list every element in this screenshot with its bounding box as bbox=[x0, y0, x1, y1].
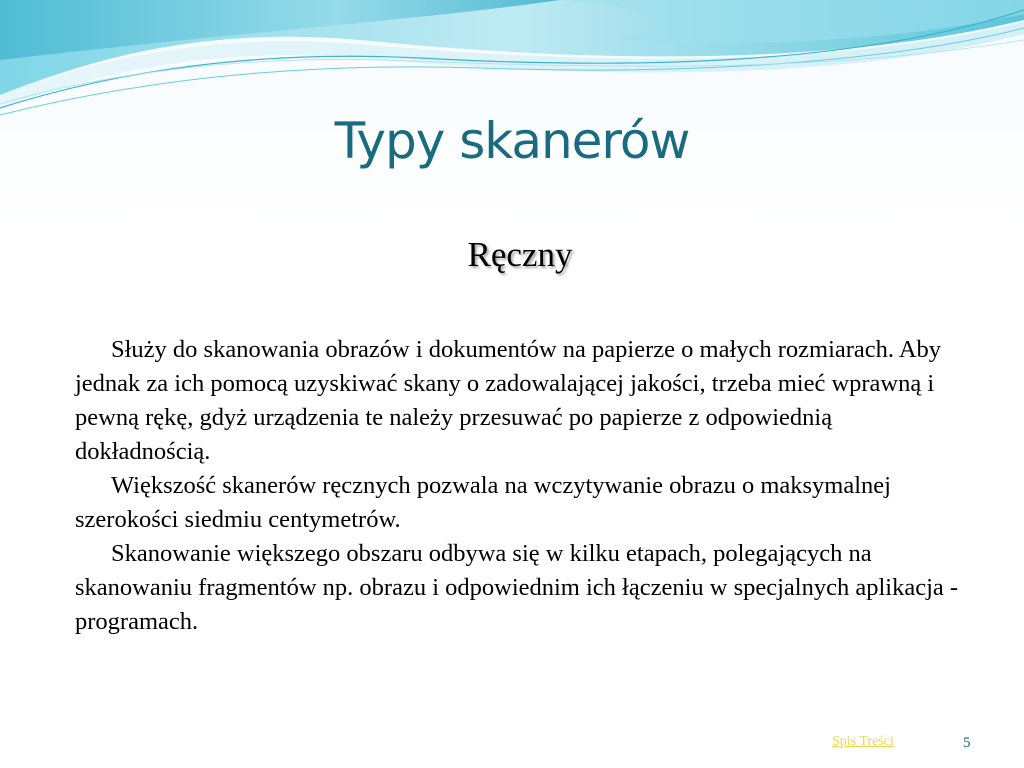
page-number: 5 bbox=[963, 735, 971, 751]
slide-subtitle: Ręczny bbox=[467, 235, 573, 274]
body-paragraph: Większość skanerów ręcznych pozwala na wczytywanie obrazu o maksymalnej szerokości siedmiu centymetrów. bbox=[75, 472, 891, 533]
body-paragraph: Skanowanie większego obszaru odbywa się w kilku etapach, polegających na skanowaniu fragmentów np. obrazu i odpowiednim ich łączeniu w specjalnych aplikacja - programach. bbox=[75, 540, 959, 635]
table-of-contents-link[interactable]: Spis Treści bbox=[832, 734, 894, 749]
slide-title: Typy skanerów bbox=[334, 112, 690, 170]
slide-body bbox=[75, 333, 965, 639]
body-paragraph: Służy do skanowania obrazów i dokumentów na papierze o małych rozmiarach. Aby jednak za ich pomocą uzyskiwać skany o zadowalającej jakości, trzeba mieć wprawną i pewną rękę, gdyż urządzenia te należy przesuwać po papierze z odpowiednią dokładnością. bbox=[75, 336, 942, 465]
